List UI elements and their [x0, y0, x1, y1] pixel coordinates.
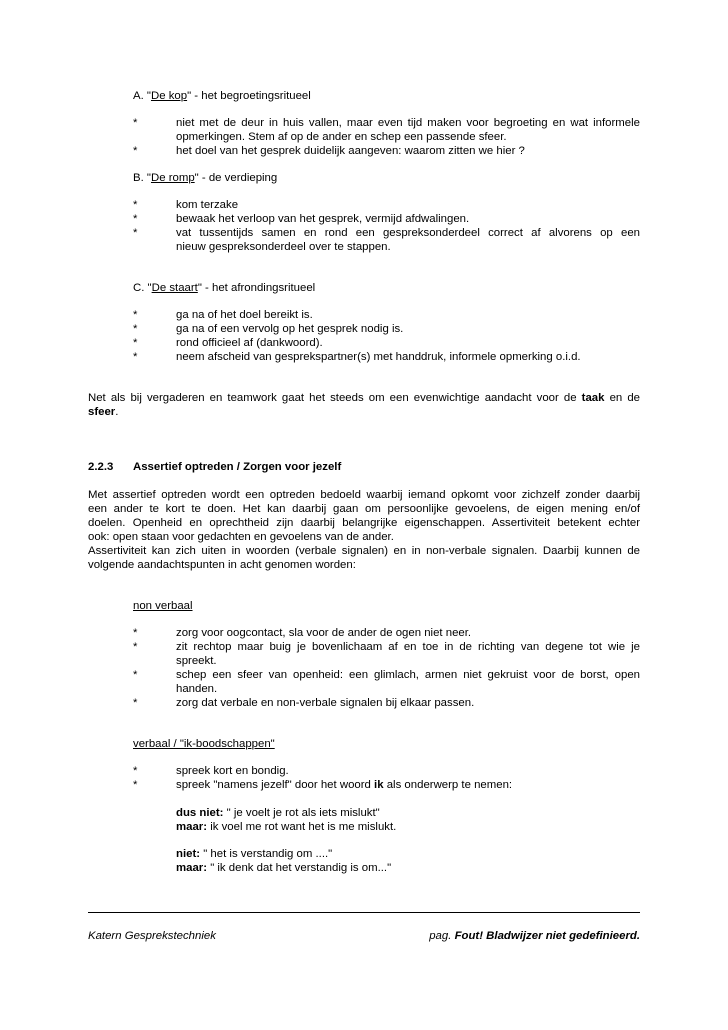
intro-line: een ander te kort te doen. Het kan daarbij gaan om persoonlijke gevoelens, de eigen mening en/of [88, 503, 640, 515]
list-item: nieuw gespreksonderdeel over te stappen. [176, 241, 391, 253]
nonverbal-title: non verbaal [133, 600, 193, 612]
bullet: * [133, 779, 138, 791]
list-item: opmerkingen. Stem af op de ander en schep een passende sfeer. [176, 131, 507, 143]
bullet: * [133, 199, 138, 211]
list-item: neem afscheid van gesprekspartner(s) met handdruk, informele opmerking o.i.d. [176, 351, 581, 363]
section-a-heading: A. "De kop" - het begroetingsritueel [133, 90, 311, 102]
bullet: * [133, 627, 138, 639]
example-line: niet: " het is verstandig om ...." [176, 848, 333, 860]
intro-line: doelen. Openheid en oprechtheid zijn daarbij belangrijke eigenschappen. Assertiviteit betekent echter [88, 517, 640, 529]
footer-title: Katern Gesprekstechniek [88, 930, 216, 942]
list-item: vat tussentijds samen en rond een gespreksonderdeel correct af alvorens op een [176, 227, 640, 239]
list-item: spreekt. [176, 655, 217, 667]
bullet: * [133, 145, 138, 157]
bullet: * [133, 669, 138, 681]
bullet: * [133, 765, 138, 777]
list-item: het doel van het gesprek duidelijk aangeven: waarom zitten we hier ? [176, 145, 525, 157]
list-item: bewaak het verloop van het gesprek, vermijd afdwalingen. [176, 213, 470, 225]
list-item: handen. [176, 683, 218, 695]
bullet: * [133, 309, 138, 321]
list-item: spreek kort en bondig. [176, 765, 289, 777]
section-title: Assertief optreden / Zorgen voor jezelf [133, 461, 342, 473]
section-a-link: De kop [150, 90, 188, 102]
list-item: schep een sfeer van openheid: een glimlach, armen niet gekruist voor de borst, open [176, 669, 640, 681]
example-line: maar: " ik denk dat het verstandig is om..." [176, 862, 392, 874]
bullet: * [133, 337, 138, 349]
list-item: zorg voor oogcontact, sla voor de ander de ogen niet neer. [176, 627, 472, 639]
intro-line: volgende aandachtspunten in acht genomen worden: [88, 559, 356, 571]
list-item: kom terzake [176, 199, 239, 211]
section-b-heading: B. "De romp" - de verdieping [133, 172, 278, 184]
example-line: maar: ik voel me rot want het is me mislukt. [176, 821, 397, 833]
verbal-title: verbaal / "ik-boodschappen" [133, 738, 275, 750]
footer-page: pag. Fout! Bladwijzer niet gedefinieerd. [429, 930, 640, 942]
list-item: ga na of een vervolg op het gesprek nodig is. [176, 323, 404, 335]
bullet: * [133, 213, 138, 225]
intro-line: Assertiviteit kan zich uiten in woorden (verbale signalen) en in non-verbale signalen. Daarbij kunnen de [88, 545, 640, 557]
example-line: dus niet: " je voelt je rot als iets mislukt" [176, 807, 380, 819]
bullet: * [133, 697, 138, 709]
section-b-link: De romp [150, 172, 195, 184]
list-item: rond officieel af (dankwoord). [176, 337, 323, 349]
bullet: * [133, 641, 138, 653]
balance-paragraph-line1: Net als bij vergaderen en teamwork gaat het steeds om een evenwichtige aandacht voor de taak en de [88, 392, 641, 404]
bullet: * [133, 117, 138, 129]
bullet: * [133, 323, 138, 335]
list-item: ga na of het doel bereikt is. [176, 309, 313, 321]
list-item: zit rechtop maar buig je bovenlichaam af en toe in de richting van degene tot wie je [176, 641, 640, 653]
section-c-heading: C. "De staart" - het afrondingsritueel [133, 282, 316, 294]
section-number: 2.2.3 [88, 461, 114, 473]
footer-divider [88, 912, 640, 913]
section-c-link: De staart [151, 282, 198, 294]
list-item: niet met de deur in huis vallen, maar even tijd maken voor begroeting en wat informele [176, 117, 640, 129]
intro-line: ook: open staan voor gedachten en gevoelens van de ander. [88, 531, 394, 543]
list-item: zorg dat verbale en non-verbale signalen bij elkaar passen. [176, 697, 475, 709]
intro-line: Met assertief optreden wordt een optreden bedoeld waarbij iemand opkomt voor zichzelf zonder daarbij [88, 489, 640, 501]
list-item: spreek "namens jezelf" door het woord ik als onderwerp te nemen: [176, 779, 513, 791]
balance-paragraph-line2: sfeer. [88, 406, 119, 418]
bullet: * [133, 227, 138, 239]
bullet: * [133, 351, 138, 363]
